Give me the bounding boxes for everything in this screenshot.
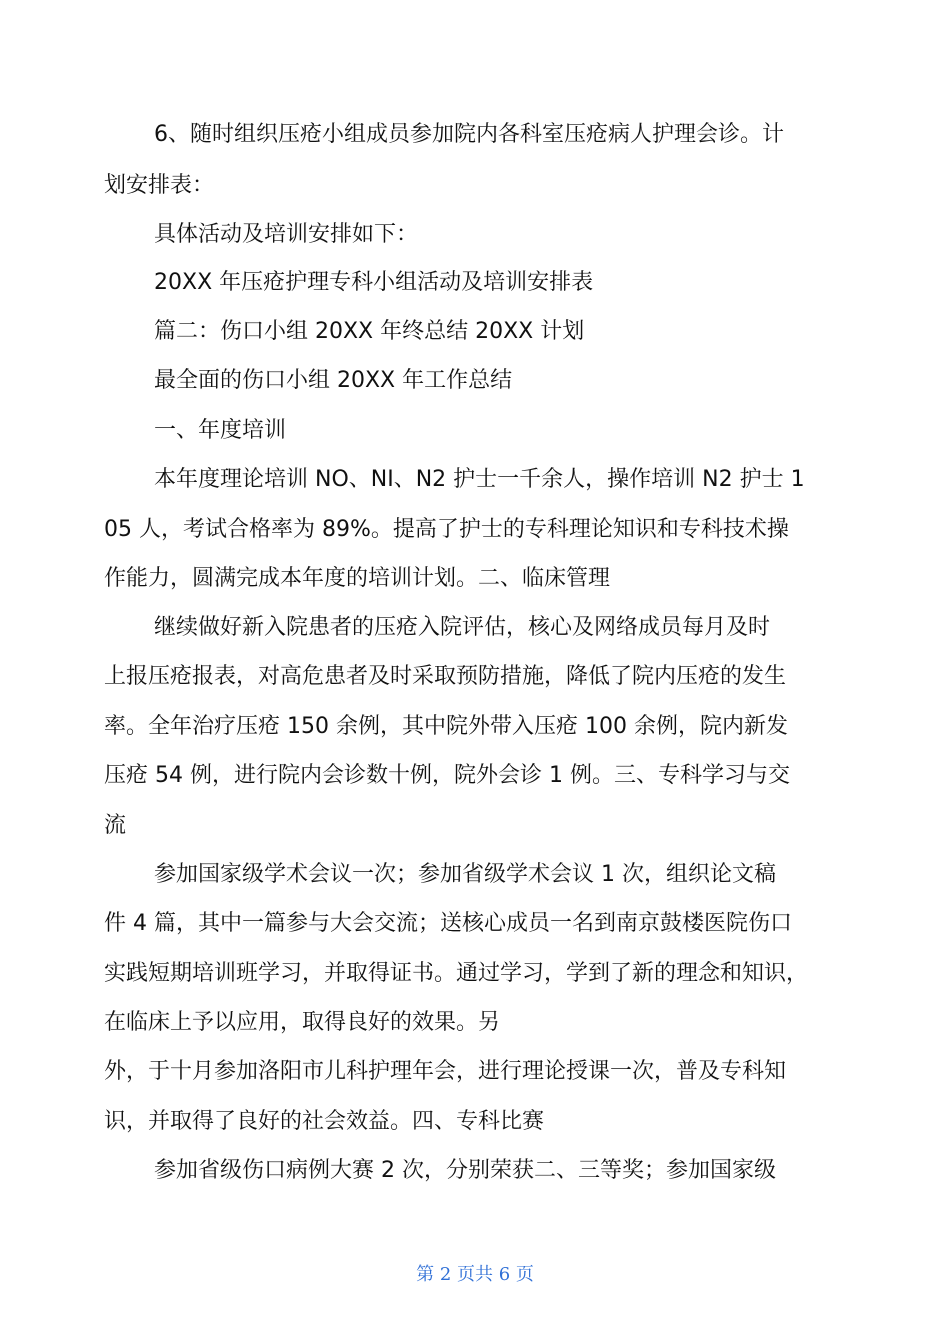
text-line: 参加省级伤口病例大赛 2 次，分别荣获二、三等奖；参加国家级	[154, 1158, 776, 1183]
text-line: 率。全年治疗压疮 150 余例，其中院外带入压疮 100 余例，院内新发	[104, 714, 788, 739]
page-number-footer: 第 2 页共 6 页	[416, 1264, 534, 1285]
text-line: 参加国家级学术会议一次；参加省级学术会议 1 次，组织论文稿	[154, 862, 776, 887]
text-line: 本年度理论培训 NO、NI、N2 护士一千余人，操作培训 N2 护士 1	[154, 467, 805, 492]
text-line: 作能力，圆满完成本年度的培训计划。二、临床管理	[104, 566, 611, 591]
text-line: 压疮 54 例，进行院内会诊数十例，院外会诊 1 例。三、专科学习与交	[104, 763, 790, 788]
text-line: 外，于十月参加洛阳市儿科护理年会，进行理论授课一次，普及专科知	[104, 1059, 787, 1084]
text-line: 继续做好新入院患者的压疮入院评估，核心及网络成员每月及时	[154, 615, 771, 640]
text-line: 20XX 年压疮护理专科小组活动及培训安排表	[154, 270, 594, 295]
text-line: 上报压疮报表，对高危患者及时采取预防措施，降低了院内压疮的发生	[104, 664, 787, 689]
section-heading: 一、年度培训	[154, 418, 287, 443]
text-line: 篇二：伤口小组 20XX 年终总结 20XX 计划	[154, 319, 585, 344]
text-line: 流	[104, 813, 127, 838]
text-line: 6、随时组织压疮小组成员参加院内各科室压疮病人护理会诊。计	[154, 122, 784, 147]
text-line: 划安排表：	[104, 173, 215, 198]
text-line: 识，并取得了良好的社会效益。四、专科比赛	[104, 1109, 545, 1134]
text-line: 在临床上予以应用，取得良好的效果。另	[104, 1010, 501, 1035]
text-line: 05 人，考试合格率为 89%。提高了护士的专科理论知识和专科技术操	[104, 517, 789, 542]
text-line: 件 4 篇，其中一篇参与大会交流；送核心成员一名到南京鼓楼医院伤口	[104, 911, 792, 936]
text-line: 具体活动及培训安排如下：	[154, 222, 419, 247]
text-line: 实践短期培训班学习，并取得证书。通过学习，学到了新的理念和知识，	[104, 961, 809, 986]
text-line: 最全面的伤口小组 20XX 年工作总结	[154, 368, 513, 393]
